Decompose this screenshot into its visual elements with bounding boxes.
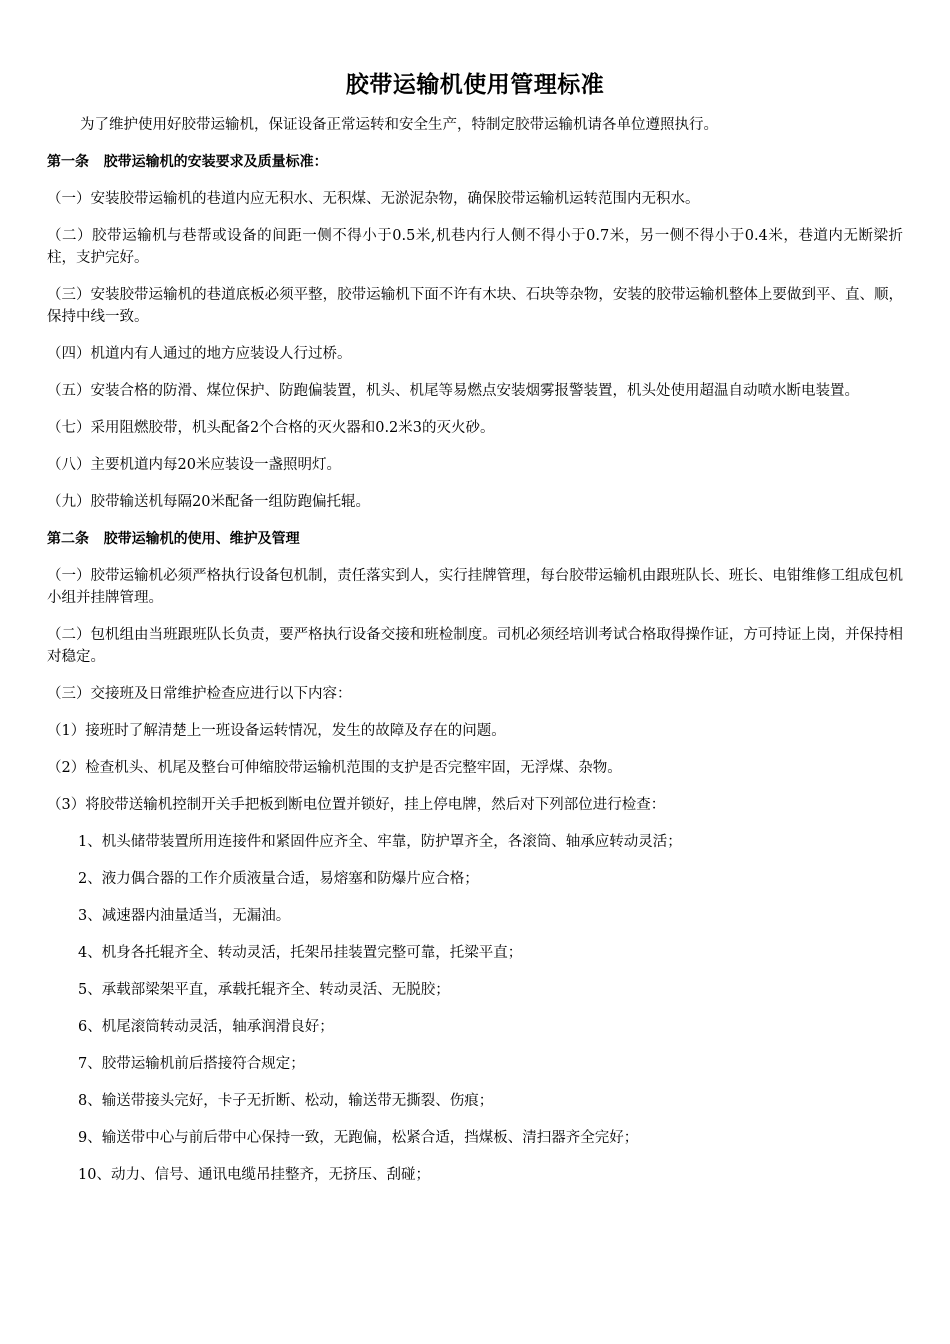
check-list-item: 8、输送带接头完好，卡子无折断、松动，输送带无撕裂、伤痕； [78, 1093, 494, 1109]
section-2-paragraph: （一）胶带运输机必须严格执行设备包机制，责任落实到人，实行挂牌管理，每台胶带运输机由跟班队长、班长、电钳维修工组成包机小组并挂牌管理。 [47, 568, 903, 606]
section-1-paragraph: （八）主要机道内每20米应装设一盏照明灯。 [47, 457, 341, 473]
check-list-item: 7、胶带运输机前后搭接符合规定； [78, 1056, 305, 1072]
document-body [47, 114, 903, 1201]
check-list-item: 3、减速器内油量适当，无漏油。 [78, 908, 291, 924]
check-list-item: 1、机头储带装置所用连接件和紧固件应齐全、牢靠，防护罩齐全，各滚筒、轴承应转动灵活； [78, 834, 682, 850]
section-2-heading: 第二条 胶带运输机的使用、维护及管理 [47, 531, 300, 547]
section-1-paragraph: （九）胶带输送机每隔20米配备一组防跑偏托辊。 [47, 494, 370, 510]
section-2-paragraph: （2）检查机头、机尾及整台可伸缩胶带运输机范围的支护是否完整牢固，无浮煤、杂物。 [47, 760, 622, 776]
section-2-paragraph: （二）包机组由当班跟班队长负责，要严格执行设备交接和班检制度。司机必须经培训考试合格取得操作证，方可持证上岗，并保持相对稳定。 [47, 627, 903, 665]
intro-paragraph: 为了维护使用好胶带运输机，保证设备正常运转和安全生产，特制定胶带运输机请各单位遵照执行。 [80, 117, 718, 133]
section-1-paragraph: （三）安装胶带运输机的巷道底板必须平整，胶带运输机下面不许有木块、石块等杂物，安装的胶带运输机整体上要做到平、直、顺，保持中线一致。 [47, 287, 903, 325]
check-list-item: 6、机尾滚筒转动灵活，轴承润滑良好； [78, 1019, 334, 1035]
check-list-item: 9、输送带中心与前后带中心保持一致，无跑偏，松紧合适，挡煤板、清扫器齐全完好； [78, 1130, 639, 1146]
section-2-paragraph: （1）接班时了解清楚上一班设备运转情况，发生的故障及存在的问题。 [47, 723, 506, 739]
section-1-paragraph: （四）机道内有人通过的地方应装设人行过桥。 [47, 346, 352, 362]
section-2-paragraph: （三）交接班及日常维护检查应进行以下内容： [47, 686, 352, 702]
check-list-item: 4、机身各托辊齐全、转动灵活，托架吊挂装置完整可靠，托梁平直； [78, 945, 523, 961]
section-1-paragraph: （一）安装胶带运输机的巷道内应无积水、无积煤、无淤泥杂物，确保胶带运输机运转范围内无积水。 [47, 191, 700, 207]
section-1-paragraph: （二）胶带运输机与巷帮或设备的间距一侧不得小于0.5米,机巷内行人侧不得小于0.7米，另一侧不得小于0.4米，巷道内无断梁折柱，支护完好。 [47, 228, 903, 266]
check-list-item: 10、动力、信号、通讯电缆吊挂整齐，无挤压、刮碰； [78, 1167, 430, 1183]
section-2-paragraph: （3）将胶带送输机控制开关手把板到断电位置并锁好，挂上停电牌，然后对下列部位进行检查： [47, 797, 666, 813]
section-1-paragraph: （七）采用阻燃胶带，机头配备2个合格的灭火器和0.2米3的灭火砂。 [47, 420, 495, 436]
document-title: 胶带运输机使用管理标准 [345, 72, 605, 98]
check-list-item: 2、液力偶合器的工作介质液量合适，易熔塞和防爆片应合格； [78, 871, 479, 887]
section-1-heading: 第一条 胶带运输机的安装要求及质量标准： [47, 154, 328, 170]
check-list-item: 5、承载部梁架平直，承载托辊齐全、转动灵活、无脱胶； [78, 982, 450, 998]
section-1-paragraph: （五）安装合格的防滑、煤位保护、防跑偏装置，机头、机尾等易燃点安装烟雾报警装置，机头处使用超温自动喷水断电装置。 [47, 383, 859, 399]
